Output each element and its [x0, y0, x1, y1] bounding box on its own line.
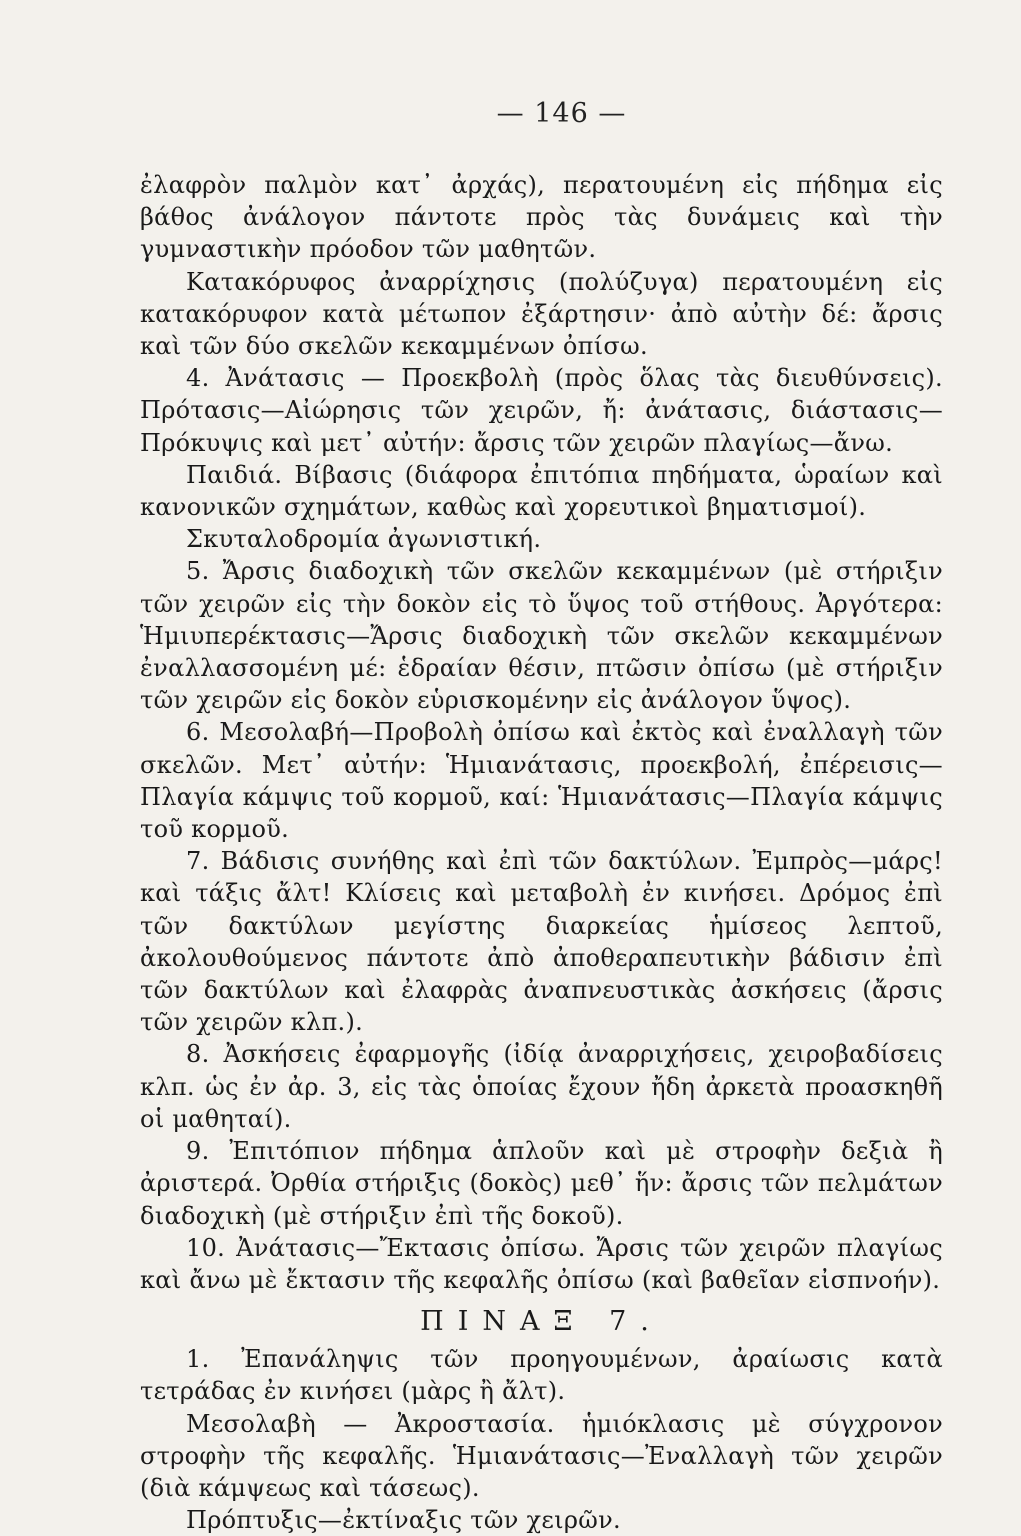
- paragraph-item-10: 10. Ἀνάτασις—Ἔκτασις ὀπίσω. Ἄρσις τῶν χειρῶν πλαγίως καὶ ἄνω μὲ ἔκτασιν τῆς κεφαλῆς ὀπίσω (καὶ βαθεῖαν εἰσπνοήν).: [140, 1233, 943, 1294]
- paragraph-item-5: 5. Ἄρσις διαδοχικὴ τῶν σκελῶν κεκαμμένων (μὲ στήριξιν τῶν χειρῶν εἰς τὴν δοκὸν εἰς τὸ ὕψος τοῦ στήθους. Ἀργότερα: Ἡμιυπερέκτασις—Ἄρσις διαδοχικὴ τῶν σκελῶν κεκαμμένων ἐναλλασσομένη μέ: ἑδραίαν θέσιν, πτῶσιν ὀπίσω (μὲ στήριξιν τῶν χειρῶν εἰς δοκὸν εὑρισκομένην εἰς ἀνάλογον ὕψος).: [140, 557, 943, 715]
- paragraph-item-7: 7. Βάδισις συνήθης καὶ ἐπὶ τῶν δακτύλων. Ἐμπρὸς—μάρς! καὶ τάξις ἄλτ! Κλίσεις καὶ μεταβολὴ ἐν κινήσει. Δρόμος ἐπὶ τῶν δακτύλων μεγίστης διαρκείας ἡμίσεος λεπτοῦ, ἀκολουθούμενος πάντοτε ἀπὸ ἀποθεραπευτικὴν βάδισιν ἐπὶ τῶν δακτύλων καὶ ἐλαφρὰς ἀναπνευστικὰς ἀσκήσεις (ἄρσις τῶν χειρῶν κλπ.).: [140, 847, 943, 1037]
- table-paragraph-3: Πρόπτυξις—ἐκτίναξις τῶν χειρῶν.: [186, 1506, 621, 1535]
- table-paragraph-2: Μεσολαβὴ — Ἀκροστασία. ἡμιόκλασις μὲ σύγχρονον στροφὴν τῆς κεφαλῆς. Ἡμιανάτασις—Ἐναλλαγὴ τῶν χειρῶν (διὰ κάμψεως καὶ τάσεως).: [140, 1409, 943, 1502]
- table-heading: ΠΙΝΑΞ 7.: [420, 1306, 663, 1338]
- table-paragraph-1: 1. Ἐπανάληψις τῶν προηγουμένων, ἀραίωσις κατὰ τετράδας ἐν κινήσει (μὰρς ἢ ἄλτ).: [140, 1345, 943, 1406]
- paragraph-item-8: 8. Ἀσκήσεις ἐφαρμογῆς (ἰδίᾳ ἀναρριχήσεις, χειροβαδίσεις κλπ. ὡς ἐν ἀρ. 3, εἰς τὰς ὁποίας ἔχουν ἤδη ἀρκετὰ προασκηθῆ οἱ μαθηταί).: [140, 1040, 943, 1133]
- paragraph-continuation: ἐλαφρὸν παλμὸν κατ᾽ ἀρχάς), περατουμένη εἰς πήδημα εἰς βάθος ἀνάλογον πάντοτε πρὸς τὰς δυνάμεις καὶ τὴν γυμναστικὴν πρόοδον τῶν μαθητῶν.: [140, 171, 943, 264]
- paragraph-climbing: Κατακόρυφος ἀναρρίχησις (πολύζυγα) περατουμένη εἰς κατακόρυφον κατὰ μέτωπον ἐξάρτησιν· ἀπὸ αὐτὴν δέ: ἄρσις καὶ τῶν δύο σκελῶν κεκαμμένων ὀπίσω.: [140, 267, 943, 361]
- paragraph-item-9: 9. Ἐπιτόπιον πήδημα ἁπλοῦν καὶ μὲ στροφὴν δεξιὰ ἢ ἀριστερά. Ὀρθία στήριξις (δοκὸς) μεθ᾽ ἥν: ἄρσις τῶν πελμάτων διαδοχικὴ (μὲ στήριξιν ἐπὶ τῆς δοκοῦ).: [140, 1137, 943, 1230]
- page-number: — 146 —: [496, 98, 627, 129]
- paragraph-item-6: 6. Μεσολαβή—Προβολὴ ὀπίσω καὶ ἐκτὸς καὶ ἐναλλαγὴ τῶν σκελῶν. Μετ᾽ αὐτήν: Ἡμιανάτασις, προεκβολή, ἐπέρεισις—Πλαγία κάμψις τοῦ κορμοῦ, καί: Ἡμιανάτασις—Πλαγία κάμψις τοῦ κορμοῦ.: [140, 718, 943, 844]
- paragraph-game: Παιδιά. Βίβασις (διάφορα ἐπιτόπια πηδήματα, ὡραίων καὶ κανονικῶν σχημάτων, καθὼς καὶ χορευτικοὶ βηματισμοί).: [140, 460, 943, 522]
- paragraph-item-4: 4. Ἀνάτασις — Προεκβολὴ (πρὸς ὅλας τὰς διευθύνσεις). Πρότασις—Αἰώρησις τῶν χειρῶν, ἤ: ἀνάτασις, διάστασις—Πρόκυψις καὶ μετ᾽ αὐτήν: ἄρσις τῶν χειρῶν πλαγίως—ἄνω.: [140, 364, 943, 457]
- paragraph-relay: Σκυταλοδρομία ἀγωνιστική.: [186, 525, 542, 554]
